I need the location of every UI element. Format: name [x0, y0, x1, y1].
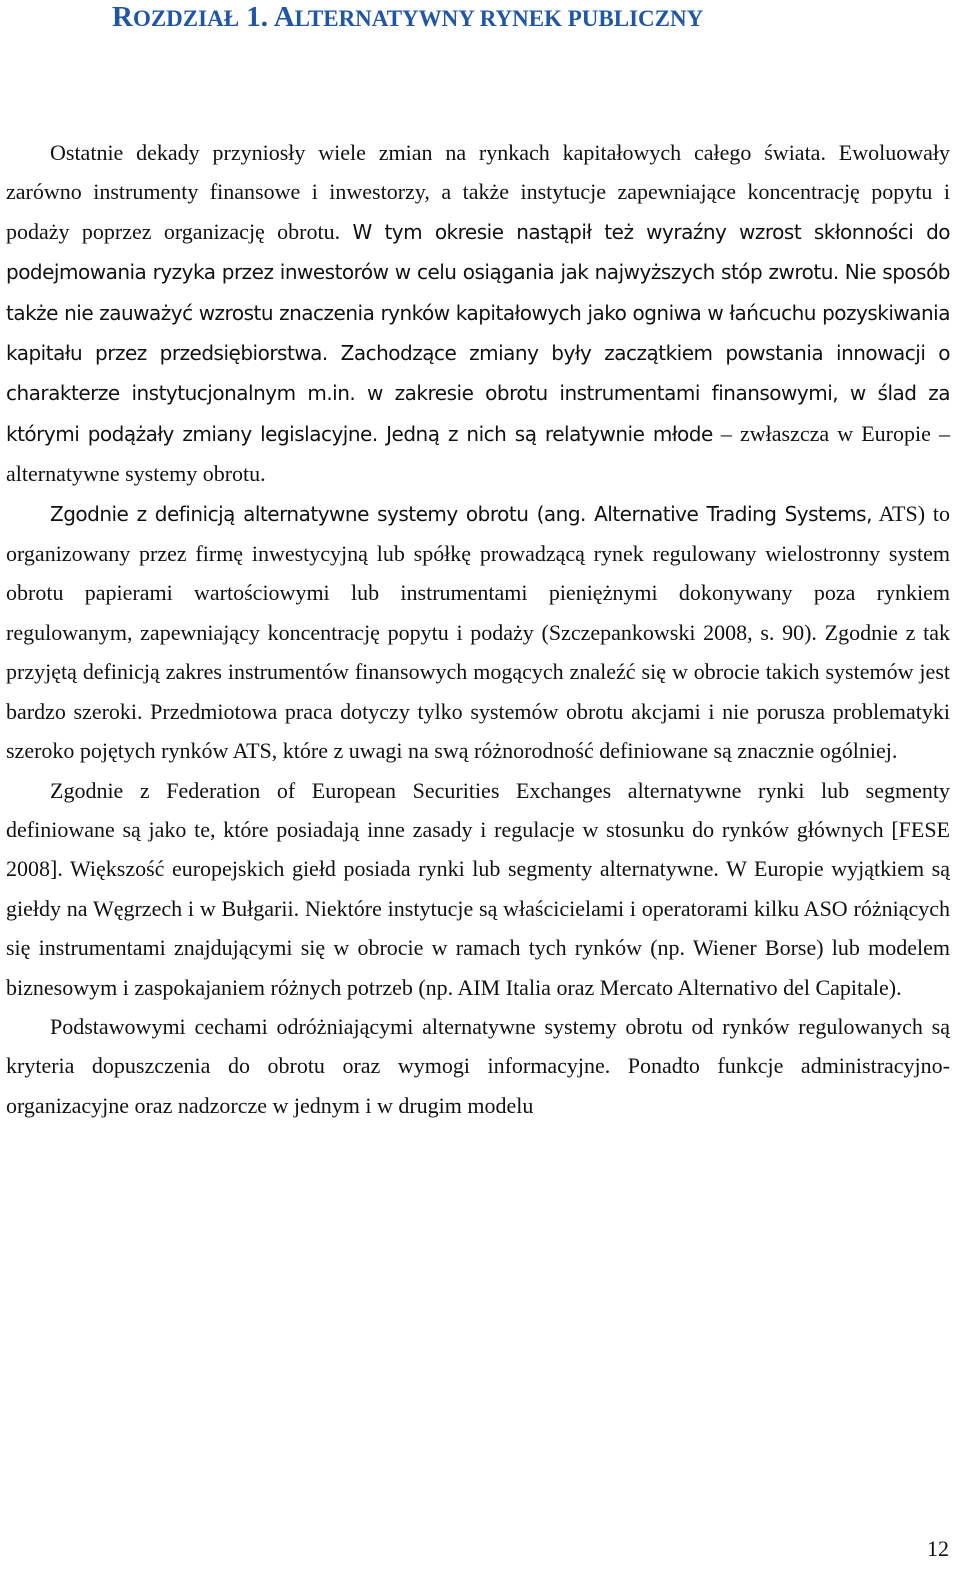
paragraph-1-part-2: W tym okresie nastąpił też wyraźny wzrost skłonności do podejmowania ryzyka przez inwestorów w celu osiągania jak najwyższych stóp zwrotu.: [6, 219, 950, 285]
paragraph-2-part-2: ATS) to organizowany przez firmę inwestycyjną lub spółkę prowadzącą rynek regulowany wielostronny system obrotu papierami wartościowymi lub instrumentami pieniężnymi dokonywany poza rynkiem regulowanym, zapewniający koncentrację popytu i podaży (Szczepankowski 2008, s. 90). Zgodnie z tak przyjętą definicją zakres instrumentów finansowych mogących znaleźć się w obrocie takich systemów jest bardzo szeroki. Przedmiotowa praca dotyczy tylko systemów obrotu akcjami i nie porusza problematyki szeroko pojętych rynków ATS, które z uwagi na swą różnorodność definiowane są znacznie ogólniej.: [6, 500, 950, 764]
heading-initial-r: R: [112, 1, 133, 33]
heading-title-rest: LTERNATYWNY RYNEK PUBLICZNY: [294, 6, 704, 31]
chapter-heading: [112, 0, 703, 36]
heading-chapter-number: 1.: [239, 1, 274, 33]
body-text: [6, 133, 950, 1125]
paragraph-1: [6, 133, 950, 494]
paragraph-2: [6, 494, 950, 771]
heading-initial-a: A: [273, 1, 295, 33]
paragraph-1-part-1: Ostatnie dekady przyniosły wiele zmian na rynkach kapitałowych całego świata. Ewoluowały zarówno instrumenty finansowe i inwestorzy, a także instytucje zapewniające koncentrację popytu i podaży poprzez organizację obrotu.: [6, 140, 950, 244]
paragraph-4: Podstawowymi cechami odróżniającymi alternatywne systemy obrotu od rynków regulowanych są kryteria dopuszczenia do obrotu oraz wymogi informacyjne. Ponadto funkcje administracyjno-organizacyjne oraz nadzorcze w jednym i w drugim modelu: [6, 1013, 950, 1118]
heading-word-rozdzial: OZDZIAŁ: [132, 6, 240, 31]
paragraph-1-part-4: Nie sposób także nie zauważyć wzrostu znaczenia rynków kapitałowych jako ogniwa w łańcuchu pozyskiwania kapitału przez przedsiębiorstwa. Zachodzące zmiany były zaczątkiem powstania innowacji o charakterze instytucjonalnym m.in. w zakresie obrotu instrumentami finansowymi, w ślad za którymi podążały zmiany legislacyjne. Jedną z nich są relatywnie młode: [6, 260, 950, 446]
paragraph-1-part-5: – zwłaszcza w Europie – alternatywne systemy obrotu.: [6, 420, 950, 487]
paragraph-2-part-1: Zgodnie z definicją alternatywne systemy obrotu (ang. Alternative Trading Systems,: [50, 501, 872, 526]
page-number: 12: [927, 1536, 949, 1561]
paragraph-3: Zgodnie z Federation of European Securities Exchanges alternatywne rynki lub segmenty definiowane są jako te, które posiadają inne zasady i regulacje w stosunku do rynków głównych [FESE 2008]. Większość europejskich giełd posiada rynki lub segmenty alternatywne. W Europie wyjątkiem są giełdy na Węgrzech i w Bułgarii. Niektóre instytucje są właścicielami i operatorami kilku ASO różniących się instrumentami znajdującymi się w obrocie w ramach tych rynków (np. Wiener Borse) lub modelem biznesowym i zaspokajaniem różnych potrzeb (np. AIM Italia oraz Mercato Alternativo del Capitale).: [6, 777, 950, 1000]
